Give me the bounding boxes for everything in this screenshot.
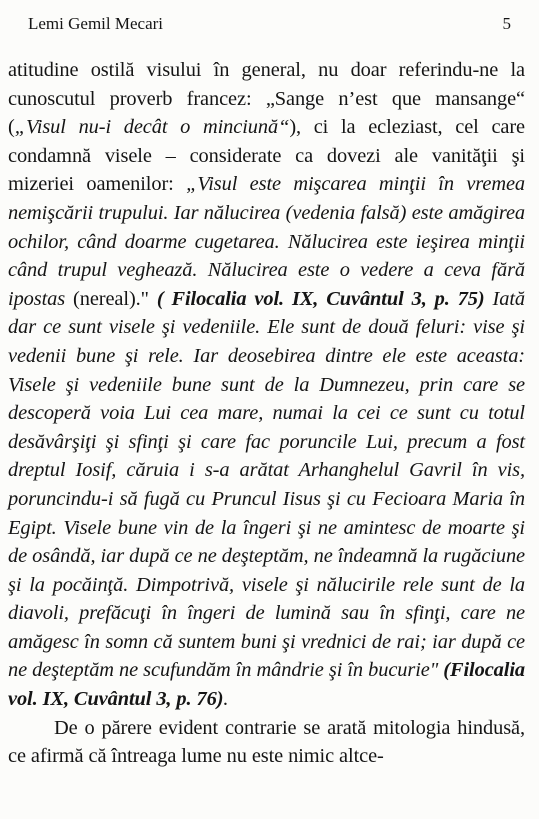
text-segment: (nereal)." — [65, 287, 157, 310]
author-name: Lemi Gemil Mecari — [28, 14, 164, 33]
text-segment: ), ci la ecleziast, cel care condamnă visele – considerate ca dovezi ale vanităţii şi mizeriei oamenilor: — [8, 116, 525, 196]
citation: (Filocalia vol. IX, Cuvântul 3, p. 76) — [8, 659, 525, 711]
paragraph-2: De o părere evident contrarie se arată mitologia hindusă, ce afirmă că întreaga lume nu este nimic altce- — [8, 716, 525, 768]
page-number: 5 — [502, 14, 511, 33]
italic-quote: „Visul nu-i decât o minciună“ — [14, 116, 290, 139]
text-segment: . — [223, 688, 229, 711]
text-segment: atitudine ostilă visului în general, nu doar referindu-ne la cunoscutul proverb francez: „Sange n’est que mansange“ ( — [8, 59, 525, 139]
italic-quote: „Visul este mişcarea minţii în vremea nemişcării trupului. Iar nălucirea (vedenia falsă) este amăgirea ochilor, când doarme cugetarea. Nălucirea este ieşirea minţii când trupul veghează. Nălucirea este o vedere a ceva fără ipostas — [8, 173, 526, 310]
italic-quote: Iată dar ce sunt visele şi vedeniile. Ele sunt de două feluri: vise şi vedenii bune şi rele. Iar deosebirea dintre ele este aceasta: Visele şi vedeniile bune sunt de la Dumnezeu, prin care se descoperă voia Lui cea mare, numai la cei ce sunt cu totul desăvârşiţi şi sfinţi şi care fac poruncile Lui, precum a fost dreptul Iosif, căruia i s-a arătat Arhanghelul Gavril în vis, poruncindu-i să fugă cu Pruncul Iisus şi cu Fecioara Maria în Egipt. Visele bune vin de la îngeri şi ne amintesc de moarte şi de osândă, iar după ce ne deşteptăm, ne îndeamnă la rugăciune şi la pocăinţă. Dimpotrivă, visele şi nălucirile rele sunt de la diavoli, prefăcuţi în îngeri de lumină sau în sfinţi, care ne amăgesc în somn că suntem buni şi vrednici de rai; iar după ce ne deşteptăm ne scufundăm în mândrie şi în bucurie" — [8, 287, 525, 682]
paragraph-1 — [8, 56, 525, 714]
running-head — [28, 14, 511, 42]
body-text — [8, 56, 525, 771]
citation: ( Filocalia vol. IX, Cuvântul 3, p. 75) — [156, 287, 485, 310]
